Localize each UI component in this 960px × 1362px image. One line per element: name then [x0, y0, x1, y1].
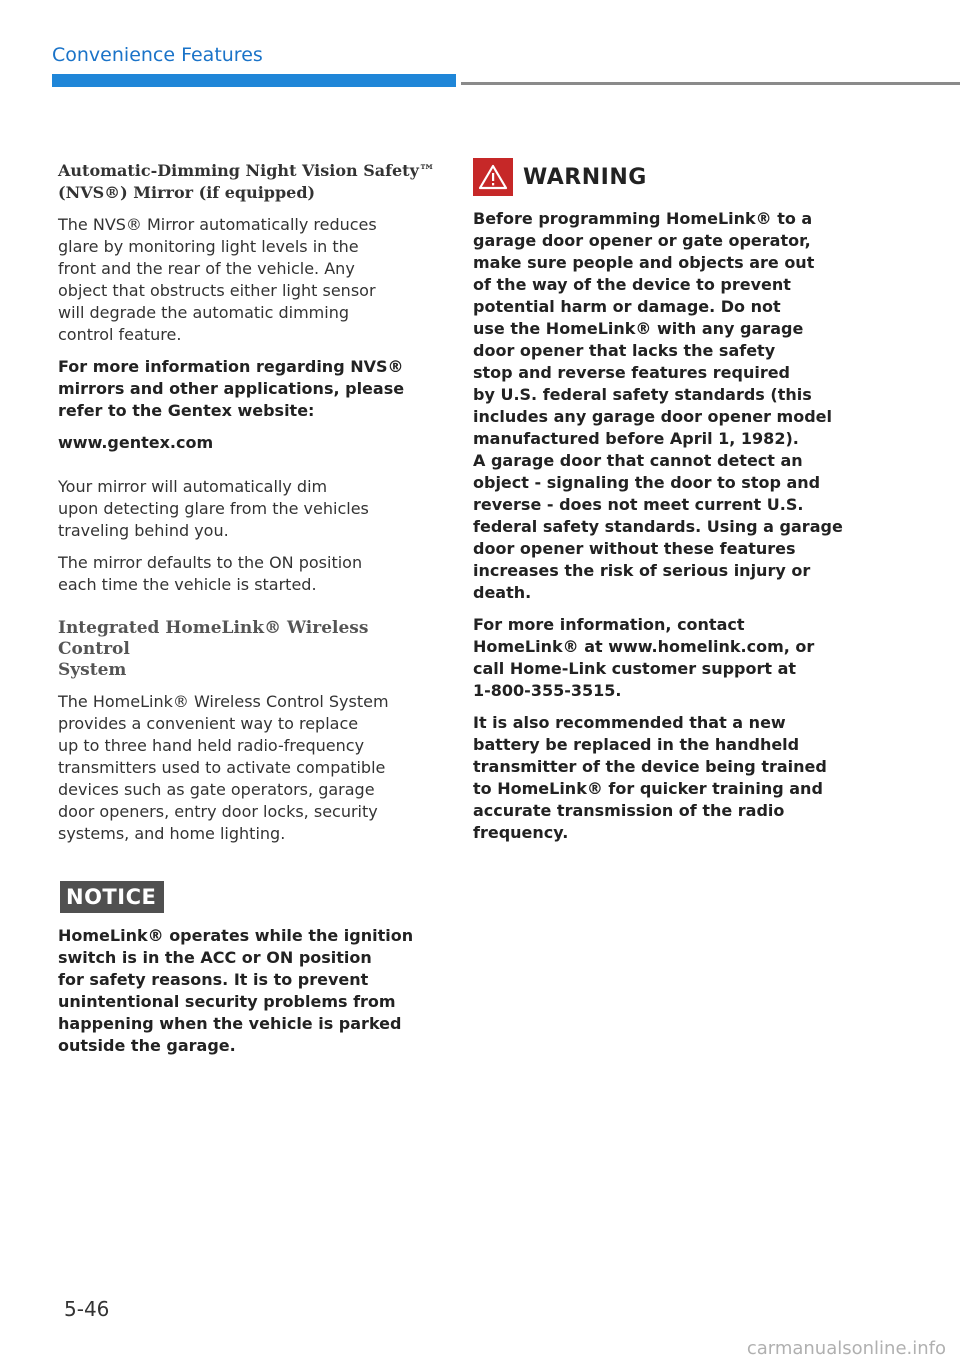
notice-body: HomeLink® operates while the ignition switch is in the ACC or ON position for safety reasons. It is to prevent unintentional security problems from happening when the vehicle is parked outside the garage. — [58, 926, 414, 1055]
homelink-heading: Integrated HomeLink® Wireless Control System — [58, 618, 369, 680]
nvs-heading: Automatic-Dimming Night Vision Safety™ (NVS®) Mirror (if equipped) — [58, 161, 435, 202]
homelink-body: The HomeLink® Wireless Control System provides a convenient way to replace up to three hand held radio-frequency transmitters used to activate compatible devices such as gate operators, garage door openers, entry door locks, security systems, and home lighting. — [58, 692, 389, 843]
battery-body: It is also recommended that a new battery be replaced in the handheld transmitter of the device being trained to HomeLink® for quicker training and accurate transmission of the radio frequency. — [473, 713, 827, 842]
page-number: 5-46 — [64, 1297, 110, 1321]
nvs-body: The NVS® Mirror automatically reduces glare by monitoring light levels in the front and the rear of the vehicle. Any object that obstructs either light sensor will degrade the automatic dimming control feature. — [58, 215, 377, 344]
dim-body: Your mirror will automatically dim upon detecting glare from the vehicles traveling behind you. — [58, 477, 369, 540]
default-body: The mirror defaults to the ON position each time the vehicle is started. — [58, 553, 363, 594]
warning-header — [473, 158, 858, 196]
nvs-website: www.gentex.com — [58, 433, 214, 452]
contact-body: For more information, contact HomeLink® at www.homelink.com, or call Home-Link customer support at 1-800-355-3515. — [473, 615, 815, 700]
watermark: carmanualsonline.info — [746, 1338, 946, 1359]
header-accent-bar — [52, 74, 456, 87]
warning-body: Before programming HomeLink® to a garage door opener or gate operator, make sure people and objects are out of the way of the device to prevent potential harm or damage. Do not use the HomeLink® with any garage door opener that lacks the safety stop and reverse features required by U.S. federal safety standards (this includes any garage door opener model manufactured before April 1, 1982). A garage door that cannot detect an object - signaling the door to stop and reverse - does not meet current U.S. federal safety standards. Using a garage door opener without these features increases the risk of serious injury or death. — [473, 209, 843, 602]
warning-label: WARNING — [523, 164, 647, 190]
right-column — [473, 158, 858, 854]
section-title: Convenience Features — [52, 44, 263, 66]
left-column — [58, 160, 443, 1067]
header-rule — [461, 82, 960, 85]
nvs-more-info: For more information regarding NVS® mirrors and other applications, please refer to the Gentex website: — [58, 357, 405, 420]
notice-label: NOTICE — [60, 881, 164, 913]
warning-triangle-icon — [473, 158, 513, 196]
